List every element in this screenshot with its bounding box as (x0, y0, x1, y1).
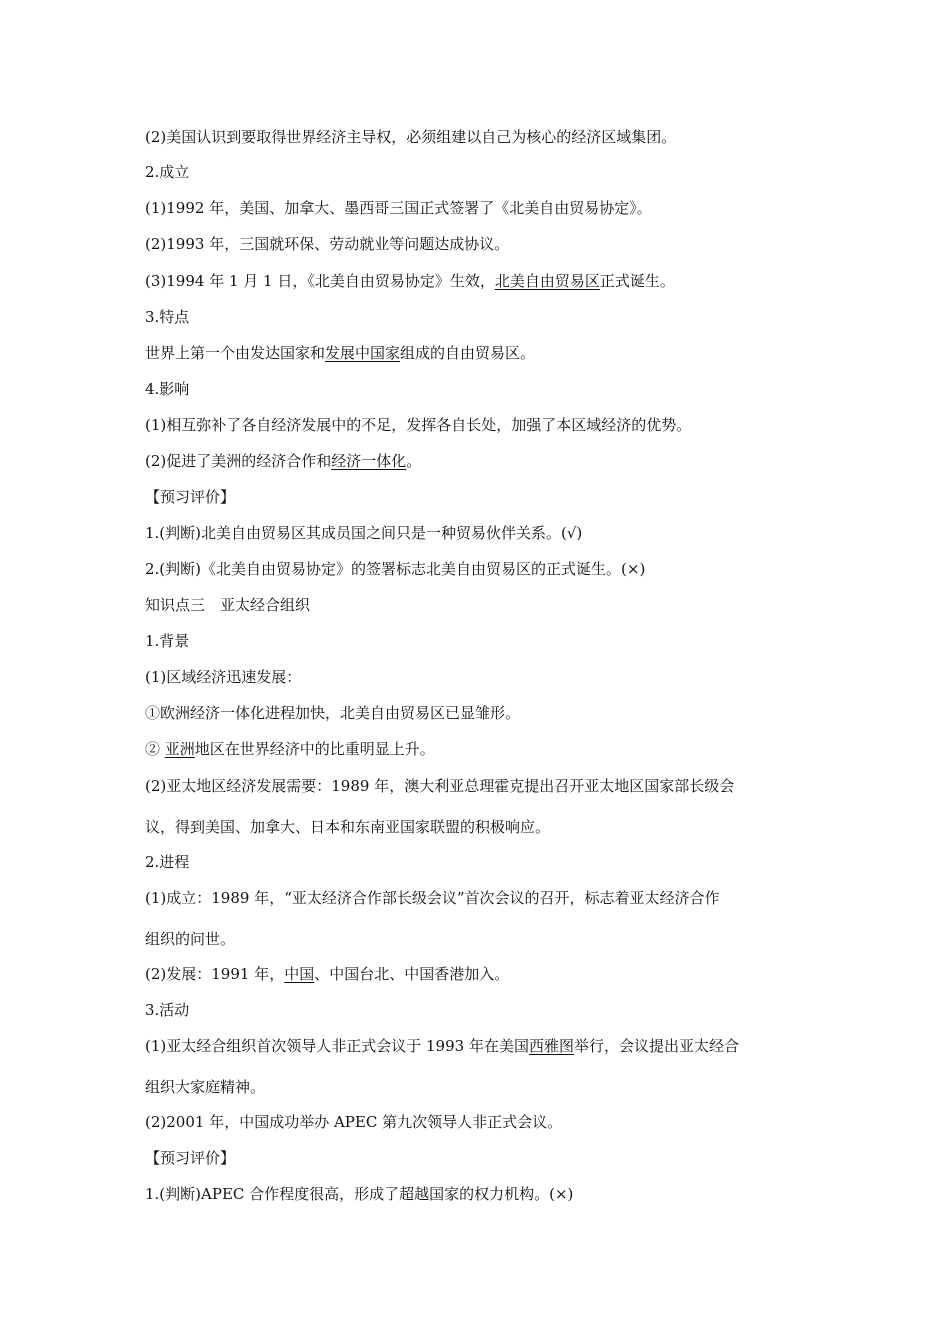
text-segment: (2)亚太地区经济发展需要：1989 年，澳大利亚总理霍克提出召开亚太地区国家部长级会 (145, 777, 735, 795)
text-segment: 组织的问世。 (145, 930, 236, 948)
question-line (145, 559, 645, 579)
text-segment: 3.活动 (145, 1001, 190, 1019)
preview-evaluation-heading (145, 487, 235, 507)
text-segment: (2)促进了美洲的经济合作和 (145, 452, 332, 470)
section-heading (145, 852, 189, 872)
text-line (145, 888, 720, 908)
text-segment: 组成的自由贸易区。 (400, 344, 536, 362)
text-line (145, 667, 301, 687)
text-line (145, 776, 734, 796)
text-segment: ② (145, 740, 165, 758)
text-line (145, 198, 652, 218)
text-segment: 、中国台北、中国香港加入。 (314, 965, 510, 983)
text-line (145, 343, 535, 363)
knowledge-point-heading (145, 595, 310, 615)
text-segment: (2)2001 年，中国成功举办 APEC 第九次领导人非正式会议。 (145, 1113, 563, 1131)
text-line (145, 1077, 265, 1097)
text-line (145, 817, 550, 837)
underlined-term: 中国 (284, 965, 315, 983)
text-segment: (3)1994 年 1 月 1 日，《北美自由贸易协定》生效， (145, 272, 495, 290)
text-segment: 组织大家庭精神。 (145, 1078, 266, 1096)
text-line (145, 1112, 562, 1132)
question-line (145, 1184, 573, 1204)
text-line (145, 739, 435, 759)
text-line (145, 271, 675, 291)
underlined-term: 西雅图 (528, 1037, 574, 1055)
text-segment: 2.进程 (145, 853, 190, 871)
text-line (145, 703, 520, 723)
text-segment: 知识点三 亚太经合组织 (145, 596, 311, 614)
text-segment: (2)1993 年，三国就环保、劳动就业等问题达成协议。 (145, 235, 510, 253)
text-segment: 世界上第一个由发达国家和 (145, 344, 326, 362)
text-segment: 【预习评价】 (145, 488, 236, 506)
text-segment: 【预习评价】 (145, 1149, 236, 1167)
text-segment: 2.(判断)《北美自由贸易协定》的签署标志北美自由贸易区的正式诞生。(×) (145, 560, 646, 578)
text-line (145, 929, 235, 949)
section-heading (145, 379, 189, 399)
text-line (145, 127, 676, 147)
text-line (145, 1036, 739, 1056)
text-segment: (1)成立：1989 年，“亚太经济合作部长级会议”首次会议的召开，标志着亚太经济合作 (145, 889, 720, 907)
text-segment: (1)相互弥补了各自经济发展中的不足，发挥各自长处，加强了本区域经济的优势。 (145, 416, 692, 434)
text-line (145, 451, 421, 471)
underlined-term: 北美自由贸易区 (494, 272, 600, 290)
text-segment: 1.(判断)北美自由贸易区其成员国之间只是一种贸易伙伴关系。(√) (145, 524, 583, 542)
text-line (145, 234, 509, 254)
text-segment: (1)1992 年，美国、加拿大、墨西哥三国正式签署了《北美自由贸易协定》。 (145, 199, 652, 217)
text-segment: (2)美国认识到要取得世界经济主导权，必须组建以自己为核心的经济区域集团。 (145, 128, 677, 146)
text-segment: 地区在世界经济中的比重明显上升。 (194, 740, 435, 758)
text-segment: 正式诞生。 (599, 272, 675, 290)
section-heading (145, 162, 189, 182)
text-segment: ①欧洲经济一体化进程加快，北美自由贸易区已显雏形。 (145, 704, 521, 722)
text-segment: 1.(判断)APEC 合作程度很高，形成了超越国家的权力机构。(×) (145, 1185, 574, 1203)
underlined-term: 亚洲 (164, 740, 195, 758)
section-heading (145, 631, 189, 651)
text-segment: 4.影响 (145, 380, 190, 398)
text-segment: (2)发展：1991 年， (145, 965, 285, 983)
text-segment: (1)亚太经合组织首次领导人非正式会议于 1993 年在美国 (145, 1037, 529, 1055)
preview-evaluation-heading (145, 1148, 235, 1168)
underlined-term: 发展中国家 (325, 344, 401, 362)
text-segment: 议，得到美国、加拿大、日本和东南亚国家联盟的积极响应。 (145, 818, 551, 836)
text-line (145, 964, 509, 984)
section-heading (145, 1000, 189, 1020)
text-segment: 。 (406, 452, 422, 470)
text-line (145, 415, 691, 435)
text-segment: (1)区域经济迅速发展： (145, 668, 302, 686)
text-segment: 3.特点 (145, 308, 190, 326)
text-segment: 举行，会议提出亚太经合 (573, 1037, 739, 1055)
text-segment: 1.背景 (145, 632, 190, 650)
section-heading (145, 307, 189, 327)
underlined-term: 经济一体化 (331, 452, 407, 470)
text-segment: 2.成立 (145, 163, 190, 181)
question-line (145, 523, 582, 543)
